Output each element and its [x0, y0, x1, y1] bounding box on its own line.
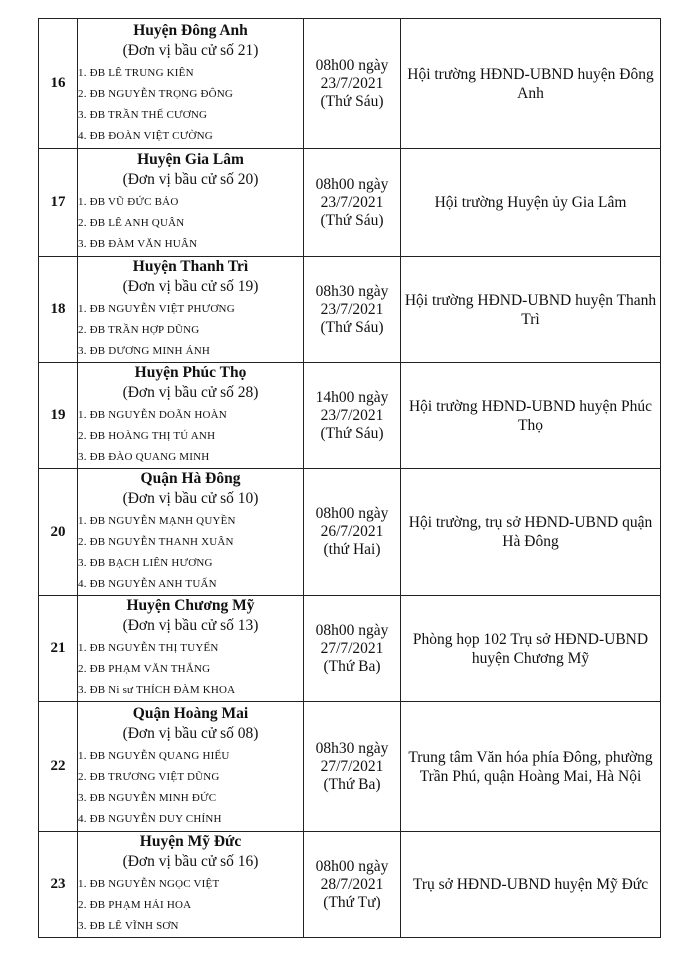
row-number: 16 — [39, 19, 78, 149]
meeting-weekday: (Thứ Ba) — [323, 657, 381, 675]
meeting-weekday: (Thứ Sáu) — [320, 92, 384, 110]
delegate-item: 1. ĐB NGUYỄN VIỆT PHƯƠNG — [78, 303, 235, 315]
meeting-time: 08h00 ngày — [315, 175, 389, 193]
meeting-date: 27/7/2021 — [320, 639, 384, 657]
row-number: 18 — [39, 257, 78, 363]
time-cell — [304, 832, 401, 938]
meeting-date: 23/7/2021 — [320, 406, 384, 424]
meeting-weekday: (thứ Hai) — [323, 541, 381, 558]
unit-cell — [78, 149, 304, 257]
venue-cell — [401, 149, 661, 257]
time-cell — [304, 19, 401, 149]
unit-name: Huyện Phúc Thọ — [134, 364, 247, 381]
schedule-table — [38, 18, 661, 938]
meeting-date: 28/7/2021 — [320, 875, 384, 893]
venue-text: Hội trường HĐND-UBND huyện Thanh Trì — [404, 291, 657, 328]
delegate-item: 3. ĐB NGUYỄN MINH ĐỨC — [78, 791, 217, 804]
meeting-time: 08h00 ngày — [315, 505, 389, 522]
constituency-label: (Đơn vị bầu cử số 10) — [122, 490, 259, 507]
time-cell — [304, 257, 401, 363]
meeting-time: 08h30 ngày — [315, 282, 389, 300]
meeting-weekday: (Thứ Sáu) — [320, 318, 384, 336]
delegate-item: 1. ĐB NGUYỄN QUANG HIẾU — [78, 749, 230, 762]
unit-cell — [78, 469, 304, 596]
unit-name: Huyện Thanh Trì — [132, 258, 249, 275]
venue-text: Phòng họp 102 Trụ sở HĐND-UBND huyện Chương Mỹ — [412, 630, 649, 667]
delegate-item: 2. ĐB LÊ ANH QUÂN — [78, 217, 185, 229]
unit-name: Quận Hà Đông — [140, 470, 241, 487]
meeting-time: 08h00 ngày — [315, 56, 389, 74]
row-number: 17 — [39, 149, 78, 257]
delegate-item: 2. ĐB NGUYỄN THANH XUÂN — [78, 536, 234, 548]
meeting-time: 08h00 ngày — [315, 857, 389, 875]
delegate-item: 1. ĐB NGUYỄN MẠNH QUYỀN — [78, 515, 236, 527]
row-number: 22 — [39, 702, 78, 832]
venue-text: Trụ sở HĐND-UBND huyện Mỹ Đức — [412, 876, 649, 893]
constituency-label: (Đơn vị bầu cử số 08) — [122, 724, 259, 742]
unit-cell — [78, 702, 304, 832]
table-row — [39, 469, 661, 596]
constituency-label: (Đơn vị bầu cử số 19) — [122, 278, 259, 295]
venue-text: Trung tâm Văn hóa phía Đông, phường Trần Phú, quận Hoàng Mai, Hà Nội — [408, 748, 653, 785]
delegate-item: 3. ĐB ĐÀM VĂN HUÂN — [78, 238, 198, 250]
delegate-list — [78, 746, 303, 830]
table-row — [39, 596, 661, 702]
delegate-item: 4. ĐB ĐOÀN VIỆT CƯỜNG — [78, 129, 213, 142]
constituency-label: (Đơn vị bầu cử số 21) — [122, 41, 259, 59]
row-number: 23 — [39, 832, 78, 938]
constituency-label: (Đơn vị bầu cử số 20) — [122, 171, 259, 188]
constituency-label: (Đơn vị bầu cử số 13) — [122, 617, 259, 634]
unit-cell — [78, 832, 304, 938]
venue-cell — [401, 363, 661, 469]
delegate-item: 1. ĐB LÊ TRUNG KIÊN — [78, 66, 194, 79]
meeting-weekday: (Thứ Sáu) — [320, 424, 384, 442]
venue-cell — [401, 469, 661, 596]
unit-name: Huyện Gia Lâm — [137, 151, 244, 168]
delegate-item: 2. ĐB TRƯƠNG VIỆT DŨNG — [78, 770, 220, 783]
meeting-date: 26/7/2021 — [320, 523, 384, 540]
meeting-date: 23/7/2021 — [320, 193, 384, 211]
meeting-date: 23/7/2021 — [320, 300, 384, 318]
unit-name: Huyện Đông Anh — [133, 21, 248, 39]
meeting-date: 27/7/2021 — [320, 757, 384, 775]
venue-cell — [401, 702, 661, 832]
delegate-item: 1. ĐB NGUYỄN NGỌC VIỆT — [78, 878, 220, 890]
delegate-item: 2. ĐB PHẠM VĂN THẮNG — [78, 663, 211, 675]
row-number: 20 — [39, 469, 78, 596]
meeting-weekday: (Thứ Ba) — [323, 775, 381, 793]
time-cell — [304, 469, 401, 596]
delegate-item: 1. ĐB NGUYỄN DOÃN HOÀN — [78, 409, 227, 421]
delegate-item: 4. ĐB NGUYỄN DUY CHÍNH — [78, 812, 222, 825]
meeting-time: 08h30 ngày — [315, 739, 389, 757]
table-row — [39, 149, 661, 257]
unit-cell — [78, 363, 304, 469]
table-row — [39, 832, 661, 938]
unit-name: Quận Hoàng Mai — [132, 704, 249, 722]
table-row — [39, 19, 661, 149]
meeting-time: 14h00 ngày — [315, 388, 389, 406]
delegate-item: 4. ĐB NGUYỄN ANH TUẤN — [78, 578, 217, 590]
delegate-item: 1. ĐB NGUYỄN THỊ TUYẾN — [78, 642, 219, 654]
venue-cell — [401, 596, 661, 702]
unit-cell — [78, 257, 304, 363]
delegate-item: 2. ĐB TRẦN HỢP DŨNG — [78, 324, 200, 336]
delegate-list — [78, 63, 303, 147]
delegate-item: 3. ĐB DƯƠNG MINH ÁNH — [78, 345, 211, 357]
table-row — [39, 363, 661, 469]
delegate-item: 3. ĐB TRẦN THẾ CƯƠNG — [78, 108, 208, 121]
delegate-item: 3. ĐB ĐÀO QUANG MINH — [78, 451, 210, 463]
time-cell — [304, 702, 401, 832]
delegate-list — [78, 299, 303, 362]
venue-text: Hội trường Huyện ủy Gia Lâm — [434, 194, 627, 211]
delegate-list — [78, 192, 303, 255]
delegate-item: 3. ĐB Ni sư THÍCH ĐÀM KHOA — [78, 684, 236, 696]
delegate-list — [78, 638, 303, 701]
meeting-weekday: (Thứ Sáu) — [320, 211, 384, 229]
meeting-weekday: (Thứ Tư) — [323, 893, 381, 911]
venue-cell — [401, 832, 661, 938]
meeting-date: 23/7/2021 — [320, 74, 384, 92]
unit-cell — [78, 596, 304, 702]
delegate-list — [78, 874, 303, 937]
constituency-label: (Đơn vị bầu cử số 16) — [122, 853, 259, 870]
unit-cell — [78, 19, 304, 149]
delegate-item: 3. ĐB BẠCH LIÊN HƯƠNG — [78, 557, 213, 569]
venue-text: Hội trường HĐND-UBND huyện Đông Anh — [407, 65, 654, 102]
delegate-item: 2. ĐB HOÀNG THỊ TÚ ANH — [78, 430, 216, 442]
table-row — [39, 257, 661, 363]
venue-text: Hội trường HĐND-UBND huyện Phúc Thọ — [408, 397, 653, 434]
delegate-item: 2. ĐB NGUYỄN TRỌNG ĐÔNG — [78, 87, 234, 100]
venue-cell — [401, 257, 661, 363]
time-cell — [304, 596, 401, 702]
venue-cell — [401, 19, 661, 149]
meeting-time: 08h00 ngày — [315, 621, 389, 639]
schedule-table-body — [39, 19, 661, 938]
constituency-label: (Đơn vị bầu cử số 28) — [122, 384, 259, 401]
delegate-item: 2. ĐB PHẠM HẢI HOA — [78, 899, 192, 911]
delegate-list — [78, 405, 303, 468]
venue-text: Hội trường, trụ sở HĐND-UBND quận Hà Đông — [408, 514, 653, 550]
table-row — [39, 702, 661, 832]
unit-name: Huyện Chương Mỹ — [126, 597, 255, 614]
delegate-item: 3. ĐB LÊ VĨNH SƠN — [78, 920, 179, 932]
time-cell — [304, 363, 401, 469]
row-number: 21 — [39, 596, 78, 702]
unit-name: Huyện Mỹ Đức — [139, 833, 242, 850]
delegate-item: 1. ĐB VŨ ĐỨC BẢO — [78, 196, 179, 208]
delegate-list — [78, 511, 303, 595]
row-number: 19 — [39, 363, 78, 469]
time-cell — [304, 149, 401, 257]
